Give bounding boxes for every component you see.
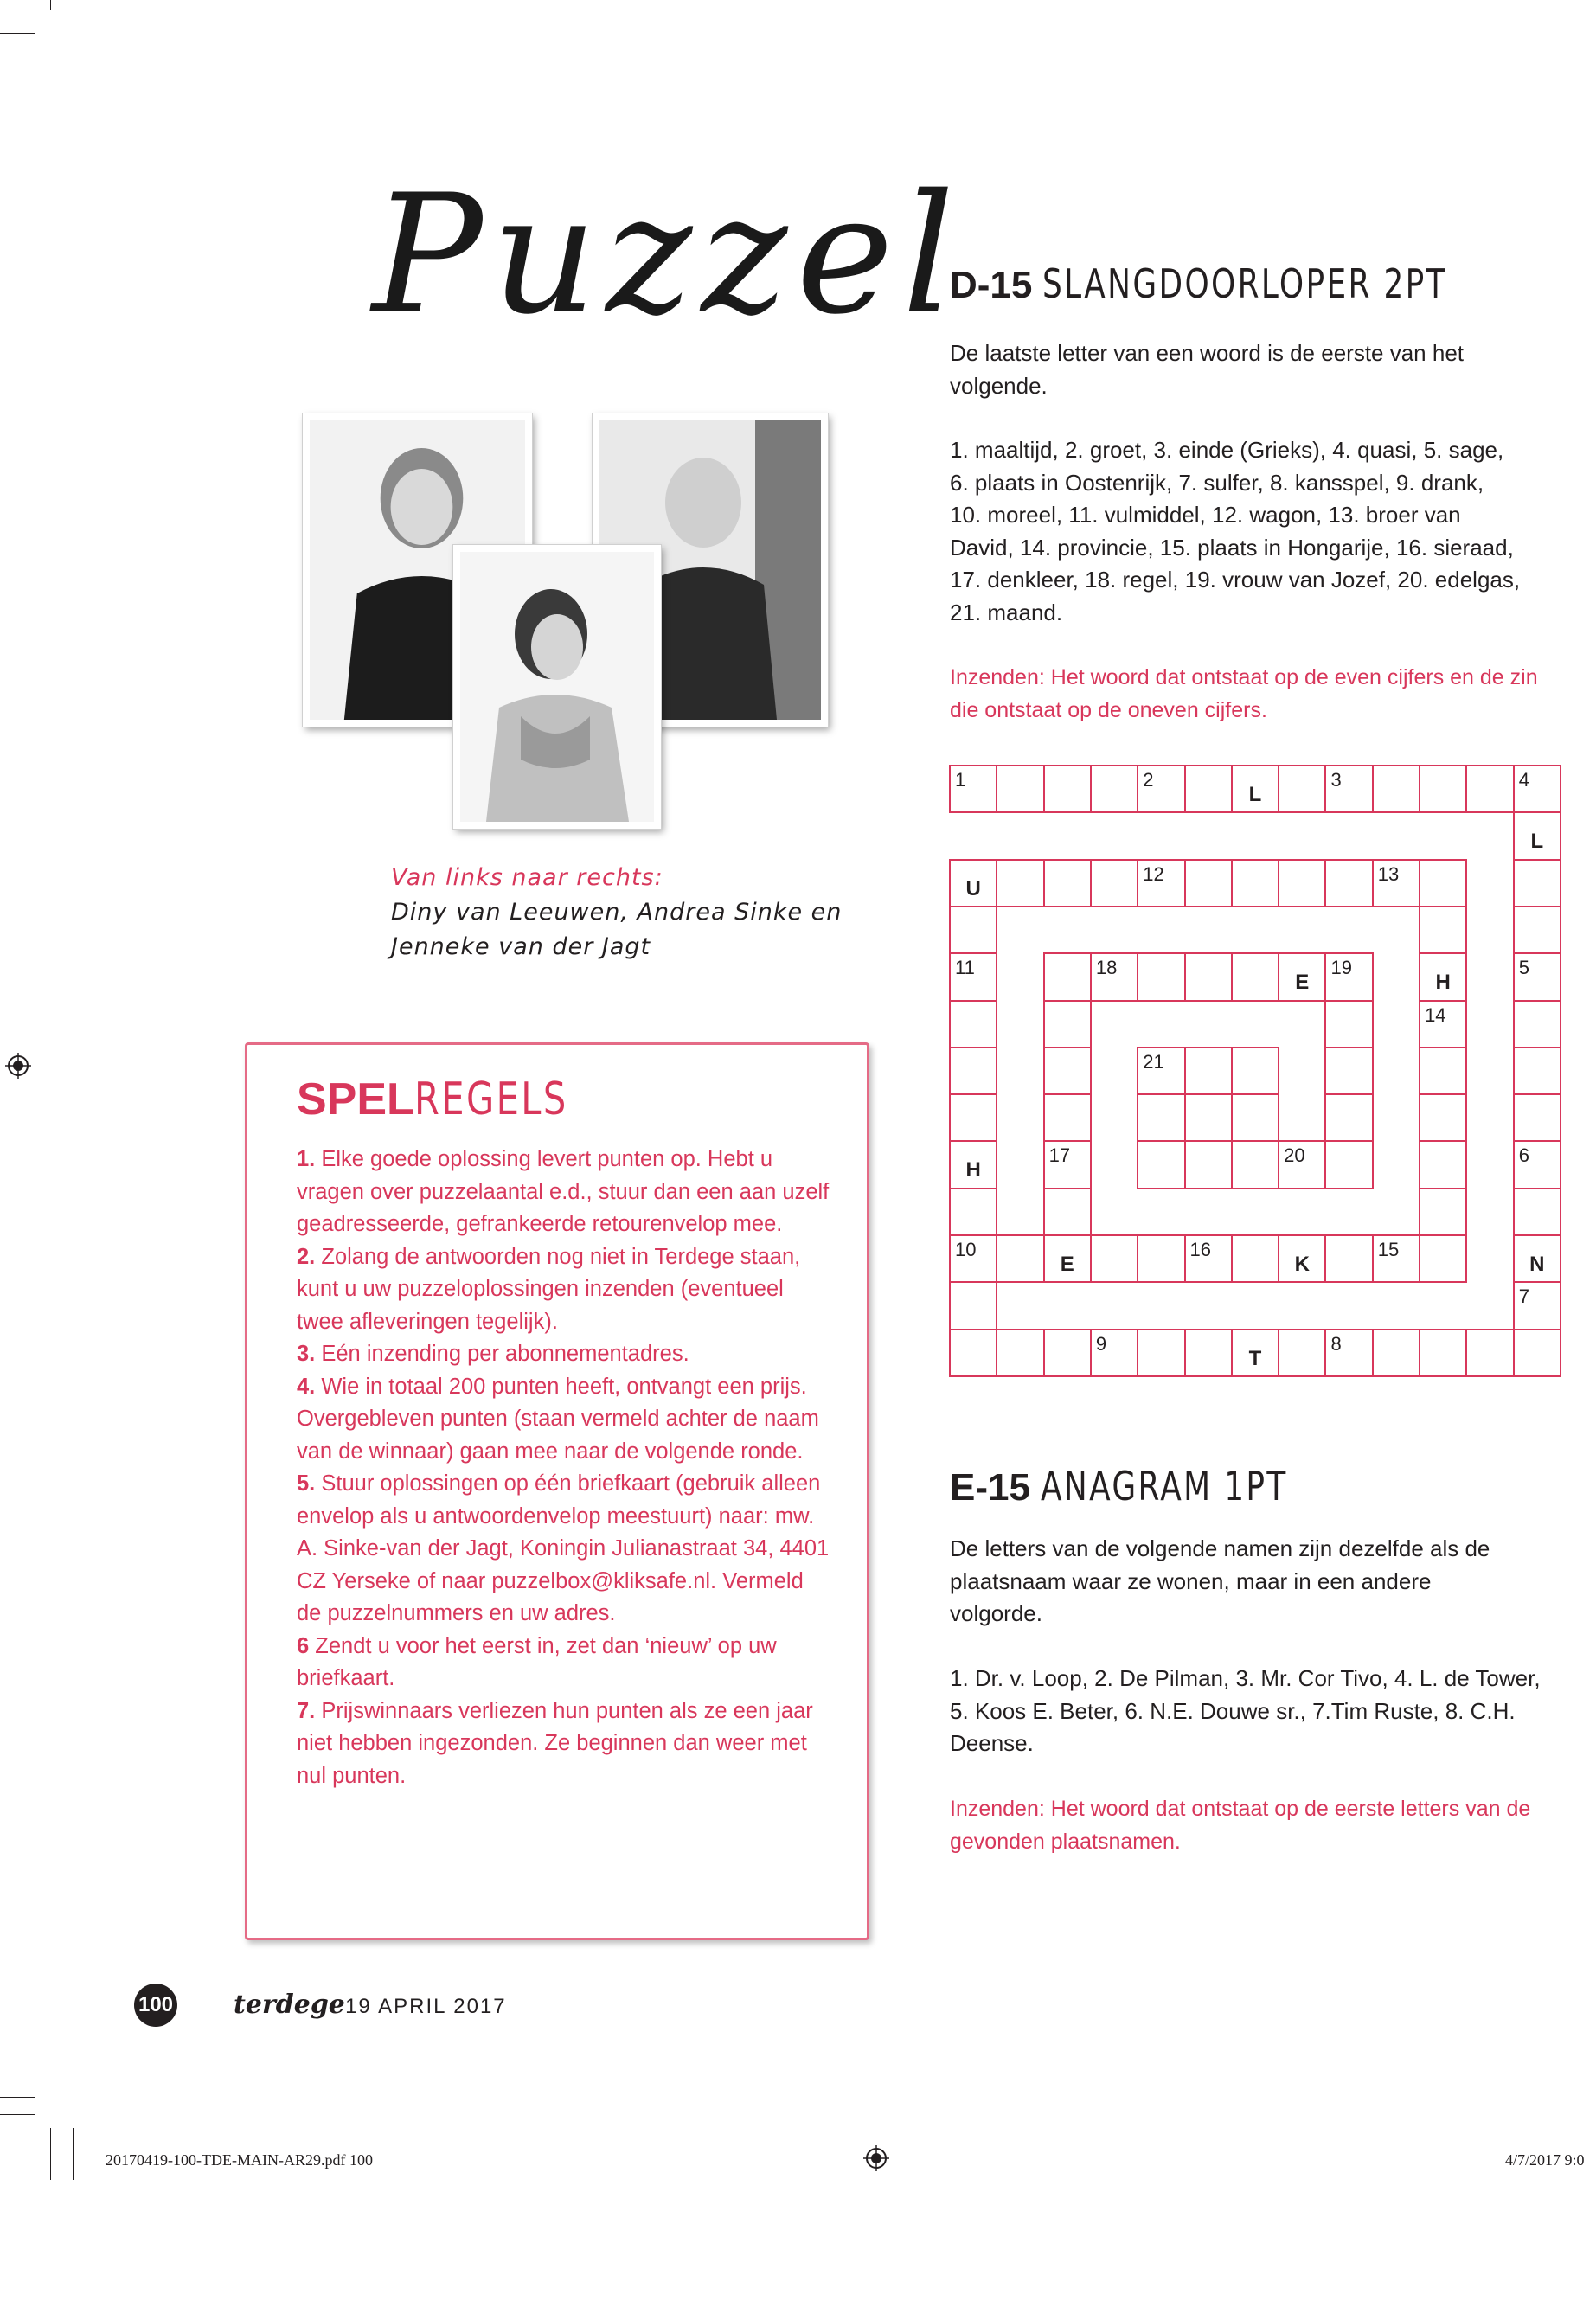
grid-clue-number: 3 bbox=[1330, 769, 1342, 791]
rule-text: Elke goede oplossing levert punten op. Hebt u vragen over puzzelaantal e.d., stuur dan een aan uzelf geadresseerde, gefrankeerde retourenvelop mee. bbox=[297, 1147, 830, 1236]
grid-cell bbox=[949, 906, 997, 954]
grid-cell bbox=[1419, 1140, 1467, 1189]
page-title: Puzzel bbox=[372, 159, 964, 350]
grid-clue-number: 17 bbox=[1048, 1144, 1071, 1167]
crop-mark bbox=[0, 33, 35, 34]
grid-cell bbox=[949, 1329, 997, 1377]
grid-given-letter: H bbox=[1435, 971, 1451, 995]
grid-cell bbox=[1137, 1234, 1185, 1283]
grid-clue-number: 6 bbox=[1518, 1144, 1529, 1167]
grid-cell bbox=[996, 1329, 1044, 1377]
grid-given-letter: T bbox=[1248, 1346, 1262, 1370]
rules-list bbox=[297, 1144, 833, 1792]
rule-number: 3. bbox=[297, 1342, 316, 1366]
rule-item bbox=[297, 1144, 833, 1241]
grid-cell bbox=[1184, 1329, 1233, 1377]
grid-cell bbox=[1043, 1329, 1092, 1377]
crop-mark bbox=[50, 0, 51, 10]
grid-cell bbox=[1231, 1093, 1279, 1142]
grid-cell bbox=[996, 765, 1044, 813]
rule-item bbox=[297, 1241, 833, 1339]
rule-text: Wie in totaal 200 punten heeft, ontvangt een prijs. Overgebleven punten (staan vermeld achter de naam van de winnaar) gaan mee naar de volgende ronde. bbox=[297, 1374, 819, 1464]
registration-mark-icon bbox=[5, 1053, 31, 1079]
grid-cell bbox=[1324, 1140, 1373, 1189]
grid-cell bbox=[1043, 1093, 1092, 1142]
grid-clue-number: 21 bbox=[1143, 1050, 1164, 1073]
grid-cell bbox=[1419, 859, 1467, 907]
rule-item bbox=[297, 1468, 833, 1631]
grid-cell bbox=[1324, 1047, 1373, 1095]
grid-cell bbox=[1324, 859, 1373, 907]
grid-cell bbox=[1231, 952, 1279, 1001]
rule-item bbox=[297, 1371, 833, 1469]
e15-code: E-15 bbox=[950, 1466, 1030, 1509]
rule-item bbox=[297, 1338, 833, 1371]
rule-number: 4. bbox=[297, 1374, 316, 1399]
grid-cell bbox=[1419, 1188, 1467, 1236]
grid-cell bbox=[1419, 765, 1467, 813]
grid-cell bbox=[1184, 859, 1233, 907]
grid-cell bbox=[1137, 1329, 1185, 1377]
grid-clue-number: 19 bbox=[1330, 957, 1352, 979]
d15-clues: 1. maaltijd, 2. groet, 3. einde (Grieks), 4. quasi, 5. sage, 6. plaats in Oostenrijk, 7. sulfer, 8. kansspel, 9. drank, 10. moreel, 11. vulmiddel, 12. wagon, 13. broer van David, 14. provincie, 15. plaats in Hongarije, 16. sieraad, 17. denkleer, 18. regel, 19. vrouw van Jozef, 20. edelgas, 21. maand. bbox=[950, 437, 1521, 625]
grid-clue-number: 13 bbox=[1377, 862, 1400, 885]
grid-given-letter: N bbox=[1529, 1253, 1545, 1277]
grid-cell bbox=[1043, 1000, 1092, 1048]
rules-title-rest: REGELS bbox=[413, 1074, 568, 1125]
grid-cell bbox=[1324, 1000, 1373, 1048]
grid-cell bbox=[1090, 859, 1138, 907]
grid-cell bbox=[1465, 1329, 1514, 1377]
grid-cell bbox=[1184, 952, 1233, 1001]
grid-cell bbox=[1419, 1234, 1467, 1283]
grid-clue-number: 14 bbox=[1425, 1003, 1446, 1026]
grid-cell bbox=[1231, 1047, 1279, 1095]
grid-clue-number: 20 bbox=[1284, 1144, 1305, 1167]
d15-heading bbox=[950, 260, 1561, 307]
grid-cell bbox=[1184, 1140, 1233, 1189]
snake-grid bbox=[950, 766, 1561, 1376]
grid-clue-number: 8 bbox=[1330, 1332, 1342, 1355]
rule-text: Eén inzending per abonnementadres. bbox=[315, 1342, 689, 1366]
grid-cell bbox=[1513, 1093, 1561, 1142]
rules-title-bold: SPEL bbox=[297, 1074, 414, 1125]
grid-cell bbox=[1278, 859, 1326, 907]
grid-clue-number: 1 bbox=[955, 769, 966, 791]
grid-cell bbox=[1137, 1093, 1185, 1142]
grid-clue-number: 7 bbox=[1518, 1285, 1529, 1308]
grid-cell bbox=[1324, 1093, 1373, 1142]
grid-cell bbox=[1231, 1140, 1279, 1189]
caption-lead: Van links naar rechts: bbox=[391, 864, 663, 891]
grid-given-letter: L bbox=[1530, 830, 1544, 854]
d15-name: SLANGDOORLOPER 2PT bbox=[1042, 260, 1447, 307]
grid-given-letter: L bbox=[1248, 783, 1262, 806]
grid-cell bbox=[1513, 859, 1561, 907]
rule-number: 5. bbox=[297, 1471, 316, 1496]
grid-cell bbox=[949, 1281, 997, 1330]
grid-cell bbox=[1184, 1047, 1233, 1095]
photo-caption bbox=[391, 861, 842, 965]
grid-given-letter: E bbox=[1060, 1253, 1074, 1277]
rule-number: 7. bbox=[297, 1698, 316, 1723]
page-number: 100 bbox=[134, 1984, 177, 2027]
grid-cell bbox=[1043, 859, 1092, 907]
slug-date: 4/7/2017 9:0 bbox=[1505, 2151, 1585, 2169]
grid-cell bbox=[996, 859, 1044, 907]
rule-text: Zolang de antwoorden nog niet in Terdege staan, kunt u uw puzzeloplossingen inzenden (eventueel twee afleveringen tegelijk). bbox=[297, 1244, 801, 1334]
grid-clue-number: 16 bbox=[1189, 1239, 1212, 1261]
grid-clue-number: 2 bbox=[1143, 769, 1154, 791]
e15-clues: 1. Dr. v. Loop, 2. De Pilman, 3. Mr. Cor Tivo, 4. L. de Tower, 5. Koos E. Beter, 6. N.E. Douwe sr., 7.Tim Ruste, 8. C.H. Deense. bbox=[950, 1665, 1541, 1756]
registration-mark-icon bbox=[863, 2145, 889, 2171]
grid-cell bbox=[1090, 1234, 1138, 1283]
grid-cell bbox=[1231, 1234, 1279, 1283]
caption-names-line1: Diny van Leeuwen, Andrea Sinke en bbox=[391, 899, 843, 926]
grid-cell bbox=[949, 1047, 997, 1095]
caption-names-line2: Jenneke van der Jagt bbox=[391, 933, 651, 960]
grid-cell bbox=[996, 1234, 1044, 1283]
grid-clue-number: 10 bbox=[955, 1239, 977, 1261]
grid-cell bbox=[1513, 1047, 1561, 1095]
rule-number: 6 bbox=[297, 1633, 310, 1658]
e15-name: ANAGRAM 1PT bbox=[1040, 1463, 1288, 1509]
d15-intro: De laatste letter van een woord is de eerste van het volgende. bbox=[950, 340, 1465, 399]
grid-cell bbox=[1043, 1188, 1092, 1236]
grid-cell bbox=[1513, 906, 1561, 954]
grid-cell bbox=[1465, 765, 1514, 813]
grid-given-letter: E bbox=[1295, 971, 1310, 995]
grid-cell bbox=[1184, 765, 1233, 813]
grid-cell bbox=[1043, 765, 1092, 813]
grid-given-letter: H bbox=[965, 1158, 981, 1183]
rule-text: Stuur oplossingen op één briefkaart (gebruik alleen envelop als u antwoordenvelop meestuurt) naar: mw. A. Sinke-van der Jagt, Koningin Julianastraat 34, 4401 CZ Yerseke of naar puzzelbox@kliksafe.nl. Vermeld de puzzelnummers en uw adres. bbox=[297, 1471, 830, 1625]
photo-andrea bbox=[453, 545, 661, 829]
grid-cell bbox=[1419, 1329, 1467, 1377]
grid-cell bbox=[1372, 1329, 1420, 1377]
d15-code: D-15 bbox=[950, 264, 1033, 306]
grid-cell bbox=[1324, 1234, 1373, 1283]
grid-cell bbox=[1090, 765, 1138, 813]
grid-cell bbox=[1231, 859, 1279, 907]
d15-submit: Inzenden: Het woord dat ontstaat op de even cijfers en de zin die ontstaat op de oneven cijfers. bbox=[950, 665, 1538, 722]
grid-clue-number: 9 bbox=[1095, 1332, 1107, 1355]
crop-mark bbox=[73, 2128, 74, 2180]
e15-submit: Inzenden: Het woord dat ontstaat op de eerste letters van de gevonden plaatsnamen. bbox=[950, 1797, 1531, 1854]
rule-item bbox=[297, 1695, 833, 1793]
grid-cell bbox=[949, 1188, 997, 1236]
issue-date: • 19 APRIL 2017 bbox=[329, 1995, 507, 2018]
grid-cell bbox=[1419, 1047, 1467, 1095]
grid-given-letter: U bbox=[965, 876, 981, 901]
grid-clue-number: 12 bbox=[1143, 862, 1164, 885]
grid-clue-number: 5 bbox=[1518, 957, 1529, 979]
rules-title bbox=[297, 1074, 606, 1125]
grid-clue-number: 4 bbox=[1518, 769, 1529, 791]
rule-number: 1. bbox=[297, 1147, 316, 1171]
grid-cell bbox=[1043, 1047, 1092, 1095]
grid-cell bbox=[1137, 952, 1185, 1001]
grid-given-letter: K bbox=[1294, 1253, 1310, 1277]
grid-cell bbox=[1137, 1140, 1185, 1189]
rule-text: Zendt u voor het eerst in, zet dan ‘nieuw’ op uw briefkaart. bbox=[297, 1633, 777, 1690]
grid-cell bbox=[1372, 765, 1420, 813]
rule-number: 2. bbox=[297, 1244, 316, 1269]
rule-text: Prijswinnaars verliezen hun punten als ze een jaar niet hebben ingezonden. Ze beginnen dan weer met nul punten. bbox=[297, 1698, 813, 1788]
crop-mark bbox=[0, 2097, 35, 2098]
grid-cell bbox=[1419, 1093, 1467, 1142]
crop-mark bbox=[50, 2128, 51, 2180]
grid-clue-number: 11 bbox=[955, 957, 975, 979]
grid-clue-number: 15 bbox=[1377, 1239, 1400, 1261]
grid-cell bbox=[1043, 952, 1092, 1001]
grid-cell bbox=[1513, 1188, 1561, 1236]
e15-intro: De letters van de volgende namen zijn dezelfde als de plaatsnaam waar ze wonen, maar in een andere volgorde. bbox=[950, 1535, 1490, 1626]
grid-cell bbox=[1513, 1000, 1561, 1048]
grid-cell bbox=[949, 1000, 997, 1048]
grid-cell bbox=[949, 1093, 997, 1142]
magazine-logo: terdege bbox=[234, 1990, 345, 2020]
grid-clue-number: 18 bbox=[1095, 957, 1118, 979]
grid-cell bbox=[1513, 1329, 1561, 1377]
grid-cell bbox=[1278, 765, 1326, 813]
slug-file: 20170419-100-TDE-MAIN-AR29.pdf 100 bbox=[106, 2151, 373, 2169]
crop-mark bbox=[0, 2114, 35, 2115]
grid-cell bbox=[1419, 906, 1467, 954]
grid-cell bbox=[1278, 1329, 1326, 1377]
rule-item bbox=[297, 1631, 833, 1695]
e15-heading bbox=[950, 1463, 1357, 1509]
